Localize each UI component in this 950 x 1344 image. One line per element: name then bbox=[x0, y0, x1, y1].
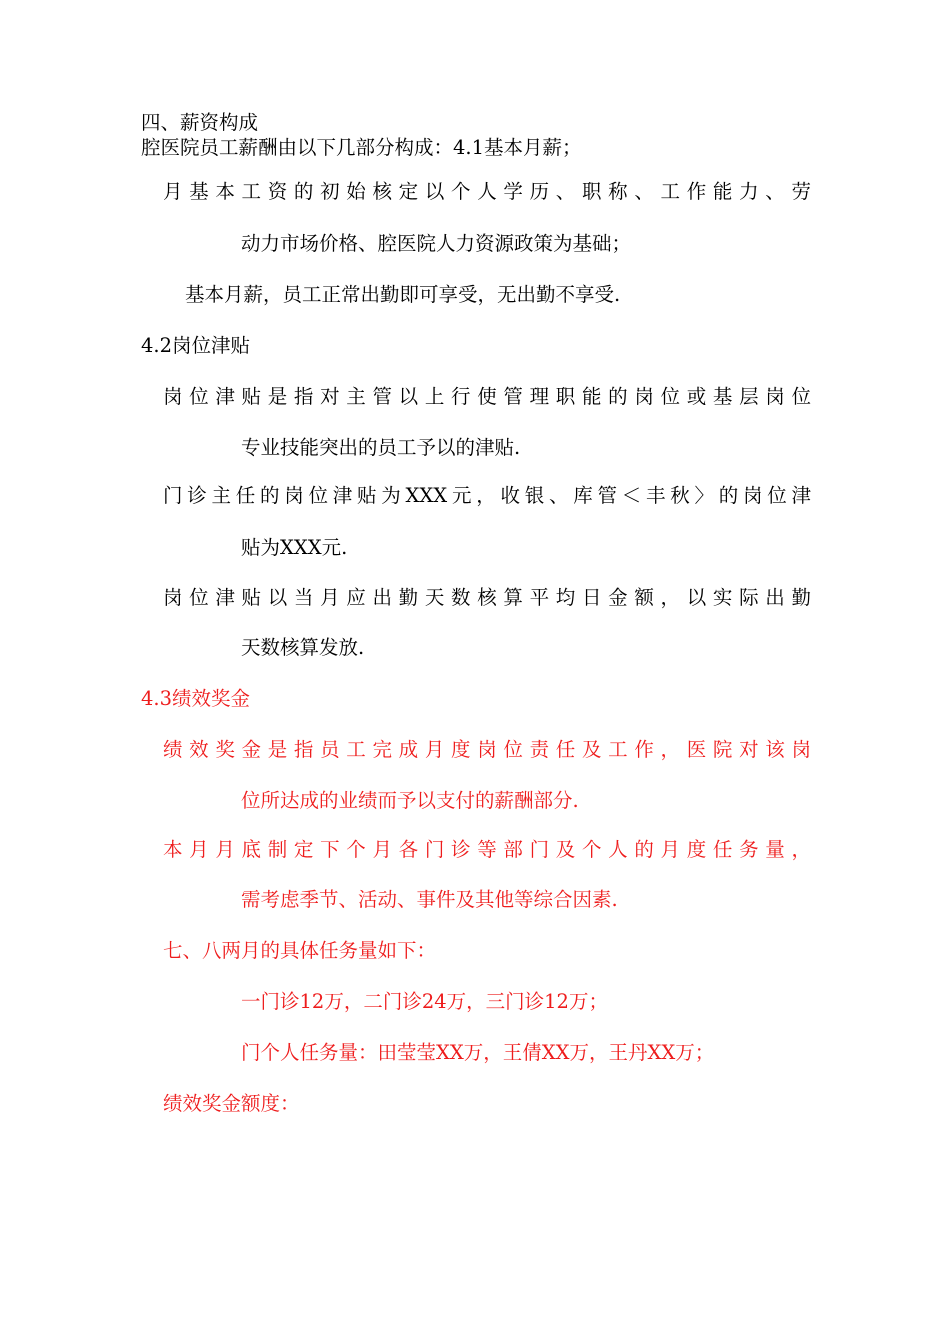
post-allowance-para1-line1: 岗位津贴是指对主管以上行使管理职能的岗位或基层岗位 bbox=[163, 385, 811, 408]
performance-bonus-para1-line2: 位所达成的业绩而予以支付的薪酬部分. bbox=[241, 789, 579, 812]
performance-bonus-heading: 4.3绩效奖金 bbox=[141, 687, 251, 710]
performance-bonus-para2-line2: 需考虑季节、活动、事件及其他等综合因素. bbox=[241, 888, 618, 911]
post-allowance-para1-line2: 专业技能突出的员工予以的津贴. bbox=[241, 436, 521, 459]
performance-bonus-para2-line1: 本月月底制定下个月各门诊等部门及个人的月度任务量， bbox=[163, 838, 811, 861]
performance-bonus-item1: 一门诊12万，二门诊24万，三门诊12万； bbox=[241, 990, 608, 1013]
post-allowance-para2-line2: 贴为XXX元. bbox=[241, 536, 348, 559]
performance-bonus-item2: 门个人任务量：田莹莹XX万，王倩XX万，王丹XX万； bbox=[241, 1041, 715, 1064]
post-allowance-heading: 4.2岗位津贴 bbox=[141, 334, 251, 357]
performance-bonus-para3: 七、八两月的具体任务量如下： bbox=[163, 939, 437, 962]
section-heading: 四、薪资构成 bbox=[141, 111, 259, 134]
basic-salary-para1-line1: 月基本工资的初始核定以个人学历、职称、工作能力、劳 bbox=[163, 180, 811, 203]
performance-bonus-para1-line1: 绩效奖金是指员工完成月度岗位责任及工作，医院对该岗 bbox=[163, 738, 811, 761]
post-allowance-para3-line2: 天数核算发放. bbox=[241, 636, 365, 659]
performance-bonus-para4: 绩效奖金额度： bbox=[163, 1092, 300, 1115]
basic-salary-para1-line2: 动力市场价格、腔医院人力资源政策为基础； bbox=[241, 232, 632, 255]
intro-line: 腔医院员工薪酬由以下几部分构成：4.1基本月薪； bbox=[141, 136, 582, 159]
post-allowance-para2-line1: 门诊主任的岗位津贴为XXX元，收银、库管＜丰秋〉的岗位津 bbox=[163, 484, 811, 507]
basic-salary-para2: 基本月薪，员工正常出勤即可享受，无出勤不享受. bbox=[185, 283, 621, 306]
post-allowance-para3-line1: 岗位津贴以当月应出勤天数核算平均日金额，以实际出勤 bbox=[163, 586, 811, 609]
